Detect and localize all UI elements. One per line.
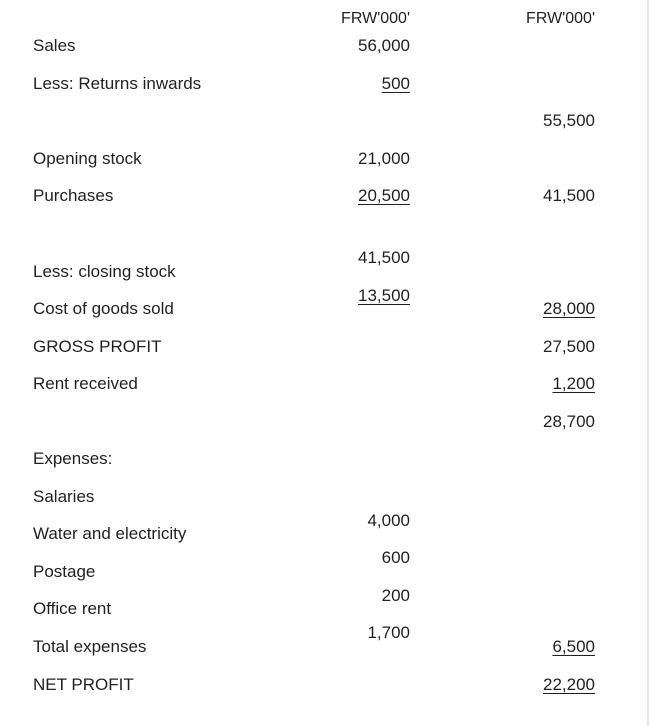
expenses-heading: Expenses: [33, 449, 113, 468]
cost-of-goods-value: 28,000 [543, 299, 595, 318]
postage-value: 200 [381, 586, 410, 605]
total-income-value: 28,700 [543, 412, 595, 431]
sales-value: 56,000 [358, 36, 410, 55]
gross-profit-label: GROSS PROFIT [33, 337, 162, 356]
salaries-label: Salaries [33, 487, 95, 506]
total-expenses-label: Total expenses [33, 637, 147, 656]
opening-stock-label: Opening stock [33, 149, 142, 168]
net-sales-value: 55,500 [543, 111, 595, 130]
postage-label: Postage [33, 562, 96, 581]
purchases-total-value: 41,500 [543, 186, 595, 205]
returns-inwards-value: 500 [381, 74, 410, 93]
column-header-1: FRW'000' [341, 10, 410, 27]
purchases-value: 20,500 [358, 186, 410, 205]
net-profit-label: NET PROFIT [33, 675, 134, 694]
water-electricity-value: 600 [381, 548, 410, 567]
returns-inwards-label: Less: Returns inwards [33, 74, 202, 93]
closing-stock-label: Less: closing stock [33, 262, 176, 281]
stock-subtotal-value: 41,500 [358, 248, 410, 267]
purchases-label: Purchases [33, 186, 114, 205]
opening-stock-value: 21,000 [358, 149, 410, 168]
office-rent-value: 1,700 [367, 623, 410, 642]
salaries-value: 4,000 [367, 511, 410, 530]
closing-stock-value: 13,500 [358, 286, 410, 305]
rent-received-value: 1,200 [552, 374, 595, 393]
sales-label: Sales [33, 36, 76, 55]
net-profit-value: 22,200 [543, 675, 595, 694]
office-rent-label: Office rent [33, 599, 112, 618]
column-header-2: FRW'000' [526, 10, 595, 27]
water-electricity-label: Water and electricity [33, 524, 187, 543]
rent-received-label: Rent received [33, 374, 138, 393]
cost-of-goods-label: Cost of goods sold [33, 299, 174, 318]
gross-profit-value: 27,500 [543, 337, 595, 356]
total-expenses-value: 6,500 [552, 637, 595, 656]
